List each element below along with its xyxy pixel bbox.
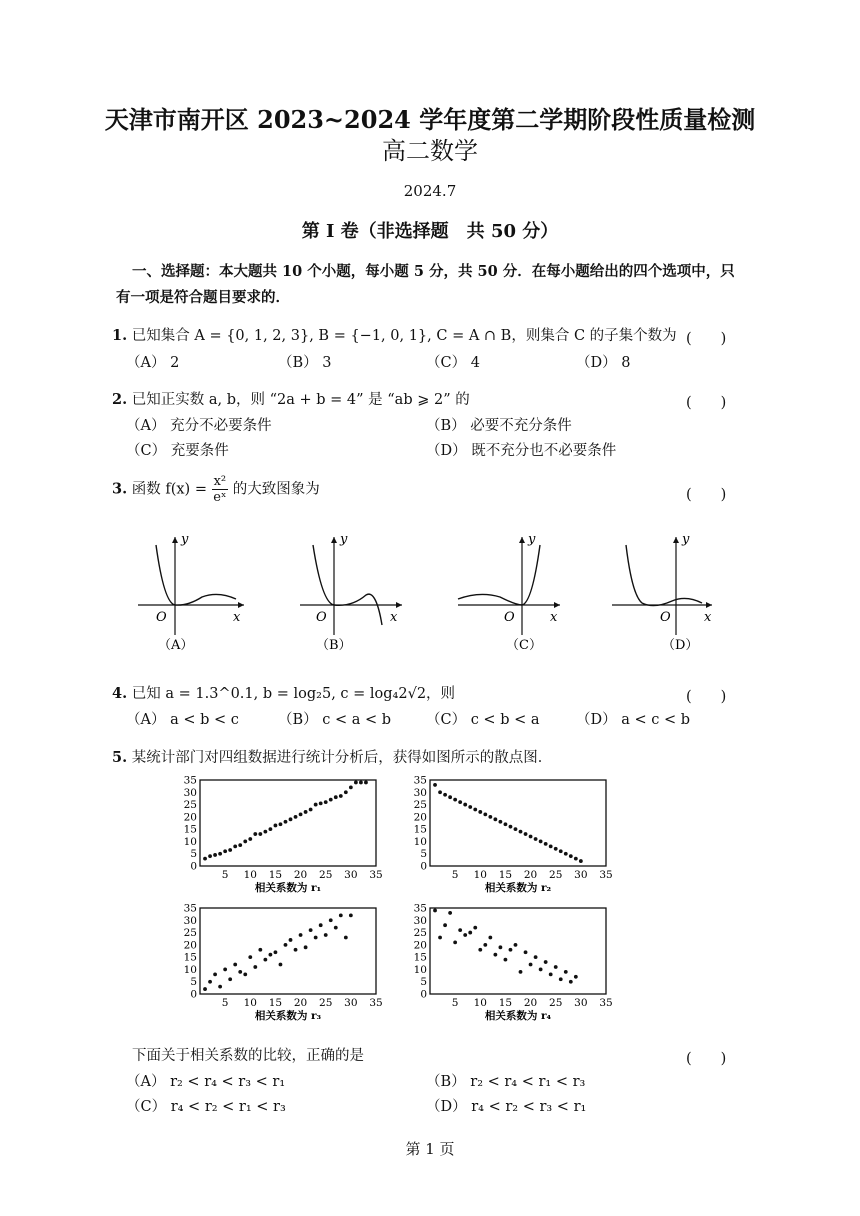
question-5-prompt: 下面关于相关系数的比较，正确的是: [132, 1048, 364, 1064]
curve: [626, 545, 702, 606]
y-axis-label: y: [340, 532, 348, 547]
scatter-point: [453, 798, 457, 802]
graph-label: （C）: [506, 638, 542, 653]
answer-blank[interactable]: ( ): [686, 689, 727, 705]
page-number: 第 1 页: [405, 1140, 455, 1158]
y-tick-label: 5: [420, 848, 427, 861]
x-tick-label: 10: [243, 997, 257, 1009]
scatter-point: [208, 980, 212, 984]
question-text: 已知集合 A = {0, 1, 2, 3}, B = {−1, 0, 1}, C = A ∩ B，则集合 C 的子集个数为: [131, 328, 677, 344]
scatter-point: [289, 938, 293, 942]
scatter-point: [448, 795, 452, 799]
y-tick-label: 10: [413, 963, 427, 976]
fraction-denominator: eˣ: [213, 490, 227, 505]
scatter-point: [248, 955, 252, 959]
instructions-line-2: 有一项是符合题目要求的．: [116, 289, 290, 306]
scatter-point: [203, 857, 207, 861]
scatter-point: [443, 923, 447, 927]
y-axis-label: y: [528, 532, 536, 547]
y-tick-label: 30: [413, 914, 427, 927]
origin-label: O: [504, 610, 515, 625]
x-tick-label: 25: [549, 997, 563, 1009]
scatter-point: [218, 985, 222, 989]
origin-label: O: [156, 610, 167, 625]
graph-label: （A）: [158, 638, 194, 653]
y-axis-label: y: [682, 532, 690, 547]
scatter-point: [349, 785, 353, 789]
scatter-point: [339, 794, 343, 798]
scatter-point: [274, 824, 278, 828]
x-tick-label: 20: [523, 997, 538, 1009]
scatter-point: [438, 790, 442, 794]
x-tick-label: 10: [473, 869, 487, 881]
y-tick-label: 20: [183, 811, 197, 824]
scatter-point: [549, 972, 553, 976]
scatter-point: [279, 963, 283, 967]
option-a[interactable]: （A） 充分不必要条件: [126, 418, 272, 434]
scatter-point: [458, 928, 462, 932]
q3-graph-options: [120, 525, 740, 660]
scatter-point: [463, 933, 467, 937]
scatter-point: [218, 852, 222, 856]
y-axis-arrow: [519, 537, 525, 543]
answer-blank[interactable]: ( ): [686, 487, 727, 503]
plot-caption: 相关系数为 r₄: [484, 1010, 552, 1022]
scatter-point: [468, 805, 472, 809]
y-tick-label: 25: [413, 799, 427, 812]
scatter-point: [284, 820, 288, 824]
option-b[interactable]: （B） 必要不充分条件: [426, 418, 572, 434]
x-tick-label: 30: [344, 997, 358, 1009]
y-tick-label: 5: [190, 848, 197, 861]
scatter-point: [309, 928, 313, 932]
question-number: 1.: [112, 327, 128, 344]
graph-a[interactable]: [138, 532, 244, 653]
x-tick-label: 15: [498, 997, 513, 1009]
question-number: 4.: [112, 685, 128, 702]
scatter-point: [304, 810, 308, 814]
fraction: [212, 474, 229, 505]
scatter-point: [354, 781, 358, 785]
graph-d[interactable]: [612, 532, 712, 653]
option-c[interactable]: （C） r₄ < r₂ < r₁ < r₃: [126, 1099, 286, 1115]
x-axis-arrow: [396, 602, 402, 608]
graph-b[interactable]: [300, 532, 402, 653]
scatter-plot-4: [414, 903, 613, 1023]
scatter-point: [238, 970, 242, 974]
question-text: 某统计部门对四组数据进行统计分析后，获得如图所示的散点图．: [131, 750, 553, 766]
scatter-point: [468, 931, 472, 935]
y-tick-label: 0: [190, 988, 197, 1001]
scatter-point: [329, 918, 333, 922]
instructions-line-1: 一、选择题：本大题共 10 个小题，每小题 5 分，共 50 分．在每小题给出的四个选项中，只: [132, 263, 735, 280]
scatter-point: [488, 815, 492, 819]
y-tick-label: 15: [413, 951, 427, 964]
option-a[interactable]: （A） a < b < c: [126, 712, 239, 728]
x-tick-label: 30: [344, 869, 358, 881]
option-d[interactable]: （D） 既不充分也不必要条件: [426, 443, 617, 459]
scatter-point: [324, 800, 328, 804]
scatter-point: [233, 844, 237, 848]
y-tick-label: 25: [183, 799, 197, 812]
y-axis-arrow: [331, 537, 337, 543]
y-tick-label: 30: [183, 914, 197, 927]
scatter-point: [223, 968, 227, 972]
x-tick-label: 5: [221, 869, 229, 881]
scatter-point: [263, 958, 267, 962]
scatter-point: [539, 968, 543, 972]
scatter-point: [463, 803, 467, 807]
scatter-point: [253, 965, 257, 969]
q5-scatter-plots: [160, 772, 620, 1034]
scatter-point: [554, 847, 558, 851]
scatter-point: [483, 813, 487, 817]
plot-caption: 相关系数为 r₁: [254, 882, 322, 894]
question-5: [112, 748, 552, 768]
scatter-point: [499, 820, 503, 824]
scatter-point: [574, 975, 578, 979]
x-tick-label: 35: [599, 997, 613, 1009]
scatter-point: [473, 808, 477, 812]
x-tick-label: 15: [268, 869, 283, 881]
scatter-point: [238, 843, 242, 847]
x-tick-label: 30: [574, 997, 588, 1009]
scatter-point: [213, 853, 217, 857]
scatter-point: [233, 963, 237, 967]
y-tick-label: 15: [183, 823, 197, 836]
plot-frame: [430, 908, 606, 994]
scatter-point: [509, 948, 513, 952]
x-axis-arrow: [706, 602, 712, 608]
scatter-point: [299, 933, 303, 937]
x-tick-label: 25: [549, 869, 563, 881]
scatter-point: [569, 854, 573, 858]
x-tick-label: 5: [221, 997, 229, 1009]
y-tick-label: 35: [413, 902, 427, 915]
y-tick-label: 30: [413, 786, 427, 799]
scatter-point: [309, 808, 313, 812]
option-a[interactable]: （A） 2: [126, 355, 180, 371]
y-tick-label: 35: [183, 774, 197, 787]
question-4: [112, 684, 455, 704]
scatter-point: [478, 810, 482, 814]
fraction-numerator: x²: [213, 474, 227, 489]
y-axis-arrow: [172, 537, 178, 543]
question-1: [112, 326, 677, 346]
scatter-point: [478, 948, 482, 952]
x-tick-label: 35: [599, 869, 613, 881]
scatter-point: [534, 837, 538, 841]
x-tick-label: 5: [451, 997, 459, 1009]
scatter-point: [284, 943, 288, 947]
question-2: [112, 390, 470, 410]
y-axis-label: y: [181, 532, 189, 547]
option-b[interactable]: （B） 3: [278, 355, 332, 371]
scatter-point: [294, 815, 298, 819]
y-tick-label: 15: [413, 823, 427, 836]
x-tick-label: 30: [574, 869, 588, 881]
scatter-point: [258, 832, 262, 836]
option-b[interactable]: （B） c < a < b: [278, 712, 392, 728]
curve: [156, 545, 236, 605]
y-axis-arrow: [673, 537, 679, 543]
question-text: 已知正实数 a, b，则 “2a + b = 4” 是 “ab ⩾ 2” 的: [131, 392, 470, 408]
y-tick-label: 5: [420, 976, 427, 989]
x-tick-label: 10: [243, 869, 257, 881]
scatter-point: [329, 798, 333, 802]
x-axis-label: x: [550, 610, 558, 625]
scatter-point: [534, 955, 538, 959]
y-tick-label: 10: [183, 835, 197, 848]
scatter-point: [433, 909, 437, 913]
scatter-point: [289, 817, 293, 821]
scatter-point: [359, 781, 363, 785]
scatter-point: [279, 822, 283, 826]
plot-caption: 相关系数为 r₂: [484, 882, 552, 894]
scatter-point: [344, 790, 348, 794]
scatter-point: [559, 977, 563, 981]
plot-frame: [430, 780, 606, 866]
scatter-point: [564, 970, 568, 974]
subject-title: 高二数学: [382, 137, 478, 165]
scatter-point: [579, 859, 583, 863]
answer-blank[interactable]: ( ): [686, 331, 727, 347]
scatter-point: [458, 800, 462, 804]
scatter-point: [438, 936, 442, 940]
option-a[interactable]: （A） r₂ < r₄ < r₃ < r₁: [126, 1074, 286, 1090]
x-axis-arrow: [554, 602, 560, 608]
y-tick-label: 35: [413, 774, 427, 787]
scatter-point: [473, 926, 477, 930]
question-number: 3.: [112, 480, 128, 498]
x-tick-label: 15: [268, 997, 283, 1009]
origin-label: O: [316, 610, 327, 625]
question-number: 5.: [112, 749, 128, 766]
scatter-point: [213, 972, 217, 976]
x-tick-label: 5: [451, 869, 459, 881]
scatter-point: [564, 852, 568, 856]
scatter-point: [228, 848, 232, 852]
scatter-plot-1: [184, 775, 383, 895]
scatter-point: [223, 849, 227, 853]
scatter-point: [544, 842, 548, 846]
x-tick-label: 25: [319, 997, 333, 1009]
scatter-point: [453, 941, 457, 945]
scatter-point: [504, 822, 508, 826]
graph-c[interactable]: [458, 532, 560, 653]
scatter-point: [529, 835, 533, 839]
scatter-point: [488, 936, 492, 940]
scatter-point: [514, 827, 518, 831]
scatter-point: [559, 849, 563, 853]
y-tick-label: 10: [183, 963, 197, 976]
option-c[interactable]: （C） 4: [426, 355, 480, 371]
scatter-point: [443, 793, 447, 797]
option-d[interactable]: （D） r₄ < r₂ < r₃ < r₁: [426, 1099, 587, 1115]
scatter-point: [269, 953, 273, 957]
scatter-point: [569, 980, 573, 984]
scatter-point: [493, 817, 497, 821]
scatter-point: [364, 781, 368, 785]
section-title: 第 I 卷（非选择题 共 50 分）: [301, 221, 559, 242]
scatter-point: [299, 813, 303, 817]
graph-label: （B）: [316, 638, 352, 653]
exam-date: 2024.7: [403, 182, 457, 200]
scatter-point: [294, 948, 298, 952]
scatter-point: [253, 832, 257, 836]
scatter-point: [349, 913, 353, 917]
scatter-point: [304, 945, 308, 949]
scatter-point: [499, 945, 503, 949]
plot-caption: 相关系数为 r₃: [254, 1010, 322, 1022]
scatter-plot-2: [414, 775, 613, 895]
scatter-point: [248, 837, 252, 841]
y-tick-label: 0: [420, 860, 427, 873]
x-axis-label: x: [390, 610, 398, 625]
scatter-point: [509, 825, 513, 829]
scatter-point: [319, 923, 323, 927]
x-tick-label: 35: [369, 869, 383, 881]
y-tick-label: 20: [413, 939, 427, 952]
scatter-point: [314, 803, 318, 807]
x-tick-label: 20: [293, 869, 308, 881]
scatter-point: [228, 977, 232, 981]
scatter-point: [339, 913, 343, 917]
question-3: [112, 474, 320, 505]
y-tick-label: 5: [190, 976, 197, 989]
scatter-point: [344, 936, 348, 940]
curve: [458, 545, 540, 605]
scatter-point: [554, 965, 558, 969]
scatter-point: [433, 783, 437, 787]
scatter-point: [483, 943, 487, 947]
x-tick-label: 10: [473, 997, 487, 1009]
y-tick-label: 0: [190, 860, 197, 873]
scatter-point: [544, 960, 548, 964]
scatter-point: [319, 801, 323, 805]
scatter-point: [514, 943, 518, 947]
option-d[interactable]: （D） 8: [576, 355, 631, 371]
y-tick-label: 25: [183, 927, 197, 940]
answer-blank[interactable]: ( ): [686, 395, 727, 411]
scatter-plot-3: [184, 903, 383, 1023]
scatter-point: [529, 963, 533, 967]
origin-label: O: [660, 610, 671, 625]
x-tick-label: 15: [498, 869, 513, 881]
scatter-point: [493, 953, 497, 957]
x-tick-label: 20: [523, 869, 538, 881]
y-tick-label: 25: [413, 927, 427, 940]
scatter-point: [504, 958, 508, 962]
question-text: 已知 a = 1.3^0.1, b = log₂5, c = log₄2√2，则: [131, 686, 456, 702]
scatter-point: [203, 987, 207, 991]
scatter-point: [208, 854, 212, 858]
x-tick-label: 25: [319, 869, 333, 881]
scatter-point: [243, 972, 247, 976]
y-tick-label: 15: [183, 951, 197, 964]
y-tick-label: 30: [183, 786, 197, 799]
scatter-point: [243, 840, 247, 844]
scatter-point: [519, 970, 523, 974]
scatter-point: [314, 936, 318, 940]
scatter-point: [524, 950, 528, 954]
scatter-point: [324, 933, 328, 937]
question-number: 2.: [112, 391, 128, 408]
x-axis-label: x: [233, 610, 241, 625]
scatter-point: [524, 832, 528, 836]
y-tick-label: 10: [413, 835, 427, 848]
y-tick-label: 20: [183, 939, 197, 952]
plot-frame: [200, 780, 376, 866]
y-tick-label: 35: [183, 902, 197, 915]
question-text-prefix: 函数 f(x) =: [131, 481, 207, 498]
scatter-point: [539, 840, 543, 844]
x-axis-arrow: [238, 602, 244, 608]
page-title: 天津市南开区 2023~2024 学年度第二学期阶段性质量检测: [104, 105, 756, 134]
x-tick-label: 35: [369, 997, 383, 1009]
y-tick-label: 20: [413, 811, 427, 824]
scatter-point: [519, 830, 523, 834]
option-b[interactable]: （B） r₂ < r₄ < r₁ < r₃: [426, 1074, 586, 1090]
y-tick-label: 0: [420, 988, 427, 1001]
option-c[interactable]: （C） 充要条件: [126, 443, 229, 459]
scatter-point: [549, 844, 553, 848]
option-c[interactable]: （C） c < b < a: [426, 712, 540, 728]
scatter-point: [274, 950, 278, 954]
plot-frame: [200, 908, 376, 994]
scatter-point: [258, 948, 262, 952]
question-text-suffix: 的大致图象为: [232, 481, 320, 498]
scatter-point: [263, 830, 267, 834]
scatter-point: [448, 911, 452, 915]
x-tick-label: 20: [293, 997, 308, 1009]
scatter-point: [269, 827, 273, 831]
option-d[interactable]: （D） a < c < b: [576, 712, 691, 728]
scatter-point: [334, 926, 338, 930]
graph-label: （D）: [662, 638, 699, 653]
scatter-point: [334, 795, 338, 799]
scatter-point: [574, 857, 578, 861]
x-axis-label: x: [704, 610, 712, 625]
answer-blank[interactable]: ( ): [686, 1051, 727, 1067]
